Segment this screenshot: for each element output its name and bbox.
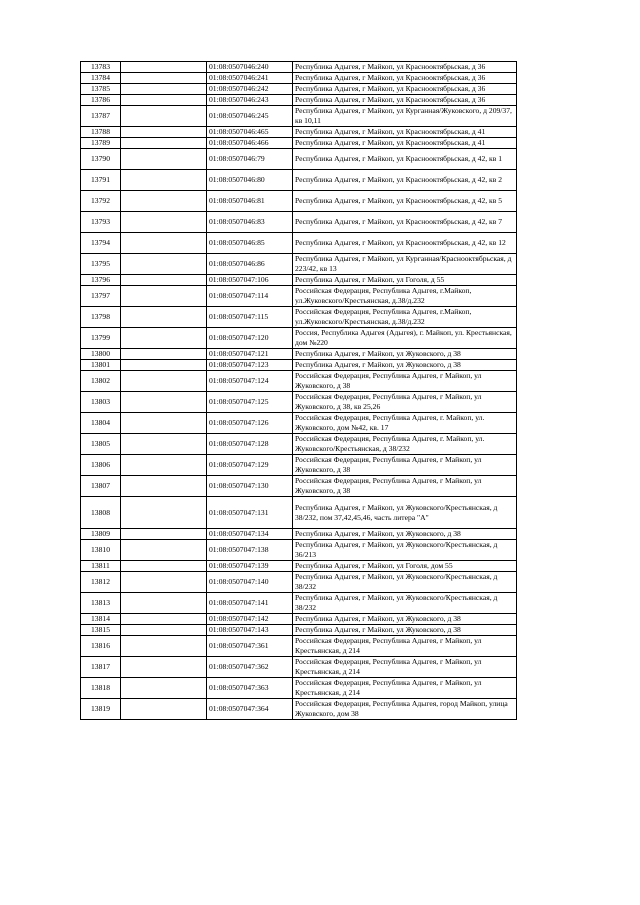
address-cell: Республика Адыгея, г Майкоп, ул Жуковского/Крестьянская, д 36/213 [293, 540, 517, 561]
empty-cell [121, 349, 207, 360]
empty-cell [121, 95, 207, 106]
table-row [81, 636, 517, 657]
row-number-cell: 13791 [81, 170, 121, 191]
empty-cell [121, 572, 207, 593]
cadastral-number-cell: 01:08:0507046:465 [207, 127, 293, 138]
address-cell: Республика Адыгея, г Майкоп, ул Гоголя, дом 55 [293, 561, 517, 572]
cadastral-number-cell: 01:08:0507047:124 [207, 371, 293, 392]
table-row [81, 625, 517, 636]
cadastral-number-cell: 01:08:0507047:128 [207, 434, 293, 455]
cadastral-number-cell: 01:08:0507046:80 [207, 170, 293, 191]
table-row [81, 138, 517, 149]
address-cell: Республика Адыгея, г Майкоп, ул Краснооктябрьская, д 42, кв 1 [293, 149, 517, 170]
address-cell: Республика Адыгея, г Майкоп, ул Краснооктябрьская, д 41 [293, 138, 517, 149]
table-row [81, 191, 517, 212]
table-row [81, 349, 517, 360]
empty-cell [121, 170, 207, 191]
row-number-cell: 13801 [81, 360, 121, 371]
row-number-cell: 13788 [81, 127, 121, 138]
cadastral-number-cell: 01:08:0507047:138 [207, 540, 293, 561]
empty-cell [121, 73, 207, 84]
cadastral-number-cell: 01:08:0507047:129 [207, 455, 293, 476]
address-cell: Республика Адыгея, г Майкоп, ул Краснооктябрьская, д 42, кв 5 [293, 191, 517, 212]
empty-cell [121, 106, 207, 127]
cadastral-number-cell: 01:08:0507047:123 [207, 360, 293, 371]
cadastral-number-cell: 01:08:0507047:361 [207, 636, 293, 657]
empty-cell [121, 476, 207, 497]
address-cell: Российская Федерация, Республика Адыгея, г.Майкоп, ул.Жуковского/Крестьянская, д.38/д.232 [293, 307, 517, 328]
cadastral-number-cell: 01:08:0507046:81 [207, 191, 293, 212]
table-row [81, 95, 517, 106]
row-number-cell: 13803 [81, 392, 121, 413]
cadastral-number-cell: 01:08:0507047:141 [207, 593, 293, 614]
address-cell: Республика Адыгея, г Майкоп, ул Краснооктябрьская, д 42, кв 12 [293, 233, 517, 254]
cadastral-number-cell: 01:08:0507046:79 [207, 149, 293, 170]
cadastral-number-cell: 01:08:0507046:243 [207, 95, 293, 106]
cadastral-number-cell: 01:08:0507047:364 [207, 699, 293, 720]
address-cell: Республика Адыгея, г Майкоп, ул Жуковского, д 38 [293, 625, 517, 636]
cadastral-number-cell: 01:08:0507047:140 [207, 572, 293, 593]
empty-cell [121, 275, 207, 286]
table-row [81, 106, 517, 127]
empty-cell [121, 307, 207, 328]
address-cell: Российская Федерация, Республика Адыгея, г. Майкоп, ул. Жуковского, дом №42, кв. 17 [293, 413, 517, 434]
empty-cell [121, 149, 207, 170]
table-row [81, 434, 517, 455]
table-row [81, 678, 517, 699]
address-cell: Российская Федерация, Республика Адыгея, г. Майкоп, ул. Жуковского/Крестьянская, д 38/232 [293, 434, 517, 455]
address-cell: Российская Федерация, Республика Адыгея, г Майкоп, ул Крестьянская, д 214 [293, 657, 517, 678]
empty-cell [121, 286, 207, 307]
table-row [81, 529, 517, 540]
cadastral-number-cell: 01:08:0507046:241 [207, 73, 293, 84]
empty-cell [121, 455, 207, 476]
empty-cell [121, 127, 207, 138]
row-number-cell: 13814 [81, 614, 121, 625]
table-row [81, 212, 517, 233]
address-cell: Республика Адыгея, г Майкоп, ул Курганная/Краснооктябрьская, д 223/42, кв 13 [293, 254, 517, 275]
row-number-cell: 13805 [81, 434, 121, 455]
row-number-cell: 13798 [81, 307, 121, 328]
cadastral-number-cell: 01:08:0507047:142 [207, 614, 293, 625]
row-number-cell: 13786 [81, 95, 121, 106]
address-cell: Республика Адыгея, г Майкоп, ул Жуковского, д 38 [293, 614, 517, 625]
address-cell: Российская Федерация, Республика Адыгея, г Майкоп, ул Жуковского, д 38 [293, 371, 517, 392]
cadastral-number-cell: 01:08:0507047:139 [207, 561, 293, 572]
empty-cell [121, 678, 207, 699]
address-cell: Российская Федерация, Республика Адыгея, г Майкоп, ул Крестьянская, д 214 [293, 636, 517, 657]
address-cell: Республика Адыгея, г Майкоп, ул Жуковского, д 38 [293, 529, 517, 540]
address-cell: Республика Адыгея, г Майкоп, ул Краснооктябрьская, д 36 [293, 95, 517, 106]
empty-cell [121, 191, 207, 212]
cadastral-number-cell: 01:08:0507046:245 [207, 106, 293, 127]
table-row [81, 149, 517, 170]
cadastral-number-cell: 01:08:0507046:466 [207, 138, 293, 149]
empty-cell [121, 328, 207, 349]
cadastral-number-cell: 01:08:0507047:143 [207, 625, 293, 636]
table-row [81, 328, 517, 349]
cadastral-number-cell: 01:08:0507047:115 [207, 307, 293, 328]
cadastral-number-cell: 01:08:0507047:362 [207, 657, 293, 678]
empty-cell [121, 614, 207, 625]
table-row [81, 62, 517, 73]
cadastral-number-cell: 01:08:0507047:120 [207, 328, 293, 349]
table-row [81, 73, 517, 84]
row-number-cell: 13804 [81, 413, 121, 434]
address-cell: Республика Адыгея, г Майкоп, ул Краснооктябрьская, д 36 [293, 73, 517, 84]
table-row [81, 254, 517, 275]
row-number-cell: 13808 [81, 497, 121, 529]
table-row [81, 699, 517, 720]
cadastral-number-cell: 01:08:0507047:134 [207, 529, 293, 540]
empty-cell [121, 625, 207, 636]
address-cell: Республика Адыгея, г Майкоп, ул Жуковского, д 38 [293, 360, 517, 371]
cadastral-number-cell: 01:08:0507047:114 [207, 286, 293, 307]
empty-cell [121, 138, 207, 149]
table-row [81, 561, 517, 572]
table-row [81, 593, 517, 614]
empty-cell [121, 561, 207, 572]
address-cell: Республика Адыгея, г Майкоп, ул Жуковского/Крестьянская, д 38/232, пом 37,42,45,46, часть литера "А" [293, 497, 517, 529]
address-cell: Республика Адыгея, г Майкоп, ул Краснооктябрьская, д 42, кв 7 [293, 212, 517, 233]
row-number-cell: 13794 [81, 233, 121, 254]
table-row [81, 307, 517, 328]
table-row [81, 392, 517, 413]
row-number-cell: 13793 [81, 212, 121, 233]
address-cell: Республика Адыгея, г Майкоп, ул Гоголя, д 55 [293, 275, 517, 286]
empty-cell [121, 360, 207, 371]
empty-cell [121, 413, 207, 434]
row-number-cell: 13789 [81, 138, 121, 149]
empty-cell [121, 497, 207, 529]
row-number-cell: 13800 [81, 349, 121, 360]
row-number-cell: 13797 [81, 286, 121, 307]
address-cell: Российская Федерация, Республика Адыгея, г Майкоп, ул Жуковского, д 38 [293, 476, 517, 497]
address-cell: Российская Федерация, Республика Адыгея, г Майкоп, ул Жуковского, д 38 [293, 455, 517, 476]
row-number-cell: 13818 [81, 678, 121, 699]
row-number-cell: 13783 [81, 62, 121, 73]
row-number-cell: 13796 [81, 275, 121, 286]
registry-table [80, 61, 517, 720]
table-row [81, 413, 517, 434]
table-row [81, 371, 517, 392]
address-cell: Россия, Республика Адыгея (Адыгея), г. Майкоп, ул. Крестьянская, дом №220 [293, 328, 517, 349]
empty-cell [121, 434, 207, 455]
table-row [81, 657, 517, 678]
table-row [81, 127, 517, 138]
row-number-cell: 13799 [81, 328, 121, 349]
cadastral-number-cell: 01:08:0507046:83 [207, 212, 293, 233]
cadastral-number-cell: 01:08:0507046:85 [207, 233, 293, 254]
table-row [81, 84, 517, 95]
registry-table-body [81, 62, 517, 720]
row-number-cell: 13815 [81, 625, 121, 636]
table-row [81, 275, 517, 286]
empty-cell [121, 84, 207, 95]
row-number-cell: 13790 [81, 149, 121, 170]
table-row [81, 233, 517, 254]
address-cell: Российская Федерация, Республика Адыгея, г.Майкоп, ул.Жуковского/Крестьянская, д.38/д.232 [293, 286, 517, 307]
empty-cell [121, 540, 207, 561]
table-row [81, 476, 517, 497]
address-cell: Республика Адыгея, г Майкоп, ул Краснооктябрьская, д 41 [293, 127, 517, 138]
empty-cell [121, 62, 207, 73]
empty-cell [121, 657, 207, 678]
address-cell: Республика Адыгея, г Майкоп, ул Жуковского/Крестьянская, д 38/232 [293, 593, 517, 614]
cadastral-number-cell: 01:08:0507047:126 [207, 413, 293, 434]
address-cell: Республика Адыгея, г Майкоп, ул Курганная/Жуковского, д 209/37, кв 10,11 [293, 106, 517, 127]
table-row [81, 497, 517, 529]
cadastral-number-cell: 01:08:0507046:240 [207, 62, 293, 73]
row-number-cell: 13813 [81, 593, 121, 614]
empty-cell [121, 233, 207, 254]
table-row [81, 572, 517, 593]
cadastral-number-cell: 01:08:0507047:363 [207, 678, 293, 699]
row-number-cell: 13817 [81, 657, 121, 678]
address-cell: Российская Федерация, Республика Адыгея, г Майкоп, ул Жуковского, д 38, кв 25,26 [293, 392, 517, 413]
row-number-cell: 13795 [81, 254, 121, 275]
row-number-cell: 13785 [81, 84, 121, 95]
empty-cell [121, 371, 207, 392]
row-number-cell: 13784 [81, 73, 121, 84]
row-number-cell: 13812 [81, 572, 121, 593]
cadastral-number-cell: 01:08:0507047:106 [207, 275, 293, 286]
row-number-cell: 13819 [81, 699, 121, 720]
row-number-cell: 13811 [81, 561, 121, 572]
cadastral-number-cell: 01:08:0507047:131 [207, 497, 293, 529]
table-row [81, 614, 517, 625]
row-number-cell: 13810 [81, 540, 121, 561]
empty-cell [121, 593, 207, 614]
table-row [81, 540, 517, 561]
address-cell: Республика Адыгея, г Майкоп, ул Краснооктябрьская, д 36 [293, 84, 517, 95]
cadastral-number-cell: 01:08:0507046:86 [207, 254, 293, 275]
row-number-cell: 13816 [81, 636, 121, 657]
cadastral-number-cell: 01:08:0507047:130 [207, 476, 293, 497]
address-cell: Республика Адыгея, г Майкоп, ул Краснооктябрьская, д 36 [293, 62, 517, 73]
row-number-cell: 13806 [81, 455, 121, 476]
row-number-cell: 13802 [81, 371, 121, 392]
empty-cell [121, 636, 207, 657]
row-number-cell: 13787 [81, 106, 121, 127]
row-number-cell: 13809 [81, 529, 121, 540]
cadastral-number-cell: 01:08:0507046:242 [207, 84, 293, 95]
table-row [81, 455, 517, 476]
empty-cell [121, 254, 207, 275]
address-cell: Республика Адыгея, г Майкоп, ул Жуковского, д 38 [293, 349, 517, 360]
table-row [81, 360, 517, 371]
empty-cell [121, 212, 207, 233]
empty-cell [121, 392, 207, 413]
cadastral-number-cell: 01:08:0507047:125 [207, 392, 293, 413]
cadastral-number-cell: 01:08:0507047:121 [207, 349, 293, 360]
empty-cell [121, 529, 207, 540]
row-number-cell: 13807 [81, 476, 121, 497]
address-cell: Республика Адыгея, г Майкоп, ул Жуковского/Крестьянская, д 38/232 [293, 572, 517, 593]
address-cell: Российская Федерация, Республика Адыгея, город Майкоп, улица Жуковского, дом 38 [293, 699, 517, 720]
address-cell: Российская Федерация, Республика Адыгея, г Майкоп, ул Крестьянская, д 214 [293, 678, 517, 699]
table-row [81, 170, 517, 191]
empty-cell [121, 699, 207, 720]
address-cell: Республика Адыгея, г Майкоп, ул Краснооктябрьская, д 42, кв 2 [293, 170, 517, 191]
row-number-cell: 13792 [81, 191, 121, 212]
table-row [81, 286, 517, 307]
